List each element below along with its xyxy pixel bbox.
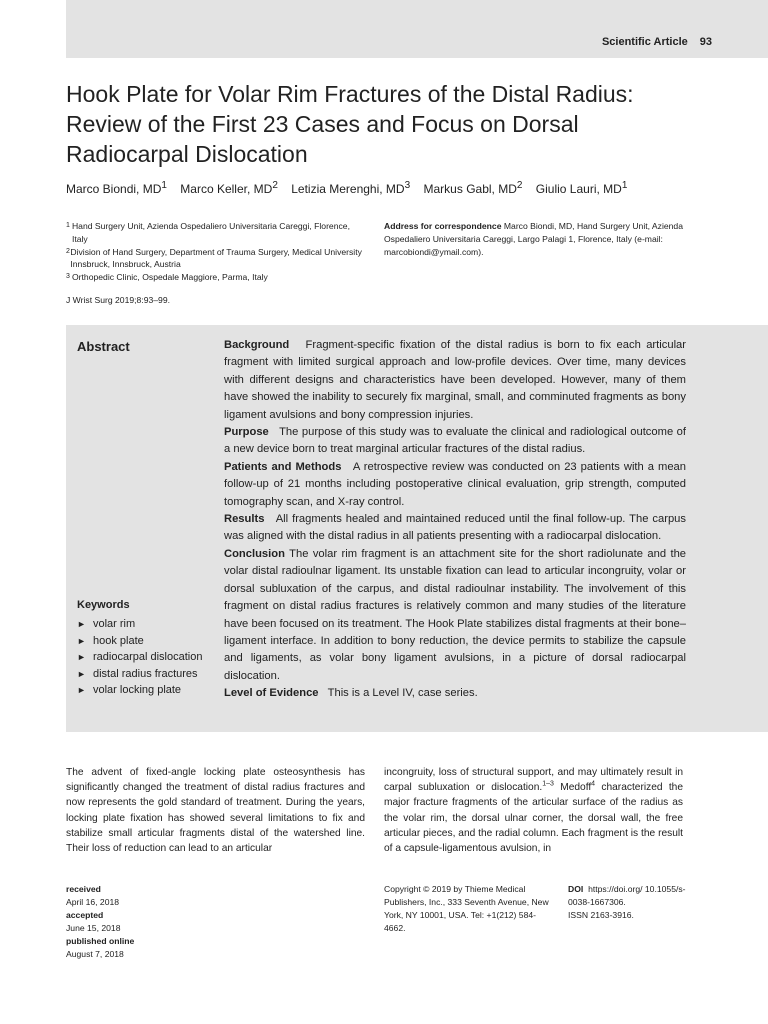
correspondence	[384, 220, 684, 258]
keywords-list	[77, 616, 217, 699]
reference-superscript: 1–3	[542, 780, 554, 788]
abstract-section-background: Background Fragment-specific fixation of the distal radius is born to fix each articular fragment with limited surgical approach and low-profile devices. Over time, many devices with different designs and characteristics have been developed. However, many of them have showed the inability to securely fix marginal, small, and comminuted fragments as bony ligament avulsions and bony compression injuries.	[224, 339, 686, 421]
arrow-icon: ►	[77, 619, 86, 629]
section-label: Scientific Article	[601, 36, 688, 48]
abstract-section-methods: Patients and Methods A retrospective review was conducted on 23 patients with a mean follow-up of 21 months including postoperative clinical evaluation, grip strength, computed tomography scan, and X-ray control.	[224, 460, 687, 508]
correspondence-label: Address for correspondence	[384, 221, 502, 231]
keyword-item: ► hook plate	[77, 633, 217, 650]
abstract-section-conclusion: Conclusion The volar rim fragment is an attachment site for the short radiolunate and the volar distal radioulnar ligament. Its unstable fixation can lead to articular incongruity, volar or dorsal subluxation of the carpus, and distal radioulnar instability. The involvement of this fragment on distal radius fractures is relatively common and many studies of the literature have been focused on its treatment. The Hook Plate stabilizes distal fragments at their bone–ligament interface. In addition to bony reduction, the device permits to stabilize the capsule and ligaments, as volar bony ligament avulsions, in a picture of dorsal radiocarpal dislocation.	[224, 547, 687, 682]
abstract-heading: Abstract	[77, 339, 130, 354]
issn: ISSN 2163-3916.	[568, 909, 634, 920]
abstract-section-results: Results All fragments healed and maintained reduced until the final follow-up. The carpus was aligned with the distal radius in all patients presenting with a radiocarpal dislocation.	[224, 513, 686, 543]
author: Letizia Merenghi, $MD^3$	[291, 180, 411, 196]
page-number: 93	[699, 36, 712, 48]
affiliations	[66, 220, 366, 284]
doi-block: DOI https://doi.org/ 10.1055/s-0038-1667306. ISSN 2163-3916.	[568, 884, 686, 920]
keyword-item: ► volar locking plate	[77, 682, 217, 699]
abstract-section-purpose: Purpose The purpose of this study was to evaluate the clinical and radiological outcome of a new device born to treat marginal articular fractures of the distal radius.	[224, 426, 687, 456]
citation: J Wrist Surg 2019;8:93–99.	[66, 295, 170, 305]
article-title: Hook Plate for Volar Rim Fractures of the Distal Radius: Review of the First 23 Cases and Focus on Dorsal Radiocarpal Dislocation	[66, 81, 634, 167]
abstract-body	[224, 337, 686, 703]
body-column-right: incongruity, loss of structural support, and may ultimately result in carpal subluxation or dislocation.$^{1-3}$ Medoff$^4$ characterized the major fracture fragments of the articular surface of the radius as the volar rim, the dorsal ulnar corner, the dorsal wall, the free articular pieces, and the radial column. Each fragment is the result of a capsule-ligamentous avulsion, in	[384, 767, 683, 855]
affiliation: 3 Orthopedic Clinic, Ospedale Maggiore, Parma, Italy	[66, 272, 268, 283]
author: Markus Gabl, $MD^2$	[423, 180, 523, 196]
affiliation: 1 Hand Surgery Unit, Azienda Ospedaliero Universitaria Careggi, Florence, Italy	[66, 221, 350, 244]
affiliation: 2 Division of Hand Surgery, Department of Trauma Surgery, Medical University Innsbruck, Innsbruck, Austria	[66, 246, 362, 270]
author-list	[66, 180, 637, 196]
running-head	[602, 36, 712, 48]
arrow-icon: ►	[77, 635, 86, 646]
correspondence-text: Marco Biondi, MD, Hand Surgery Unit, Azienda Ospedaliero Universitaria Careggi, Largo Palagi 1, Florence, Italy (e-mail: marcobiondi@ymail.com).	[384, 221, 683, 257]
reference-superscript: 4	[591, 780, 596, 788]
article-dates: received April 16, 2018 accepted June 15, 2018 published online August 7, 2018	[66, 884, 135, 959]
abstract-section-evidence: Level of Evidence This is a Level IV, case series.	[224, 687, 478, 700]
arrow-icon: ►	[77, 668, 86, 679]
author: Marco Keller, $MD^2$	[180, 180, 278, 196]
keyword-item: ► distal radius fractures	[77, 666, 217, 683]
copyright-notice: Copyright © 2019 by Thieme Medical Publishers, Inc., 333 Seventh Avenue, New York, NY 10001, USA. Tel: +1(212) 584-4662.	[384, 884, 549, 933]
arrow-icon: ►	[77, 685, 86, 696]
keyword-item: ► radiocarpal dislocation	[77, 649, 217, 666]
keywords-heading: Keywords	[77, 599, 130, 611]
keyword-item: ► volar rim	[77, 616, 217, 633]
author: Giulio Lauri, $MD^1$	[535, 180, 628, 196]
body-column-left: The advent of fixed-angle locking plate osteosynthesis has significantly changed the treatment of distal radius fractures and now represents the gold standard of treatment. During the years, locking plate fixation has showed several limitations to fix and stabilize small articular fragments distal of the watershed line. Their loss of reduction can lead to an articular	[66, 767, 365, 855]
header-band	[66, 0, 768, 58]
doi-link[interactable]: https://doi.org/ 10.1055/s-0038-1667306.	[568, 884, 686, 907]
author: Marco Biondi, $MD^1$	[66, 180, 167, 196]
arrow-icon: ►	[77, 652, 86, 663]
